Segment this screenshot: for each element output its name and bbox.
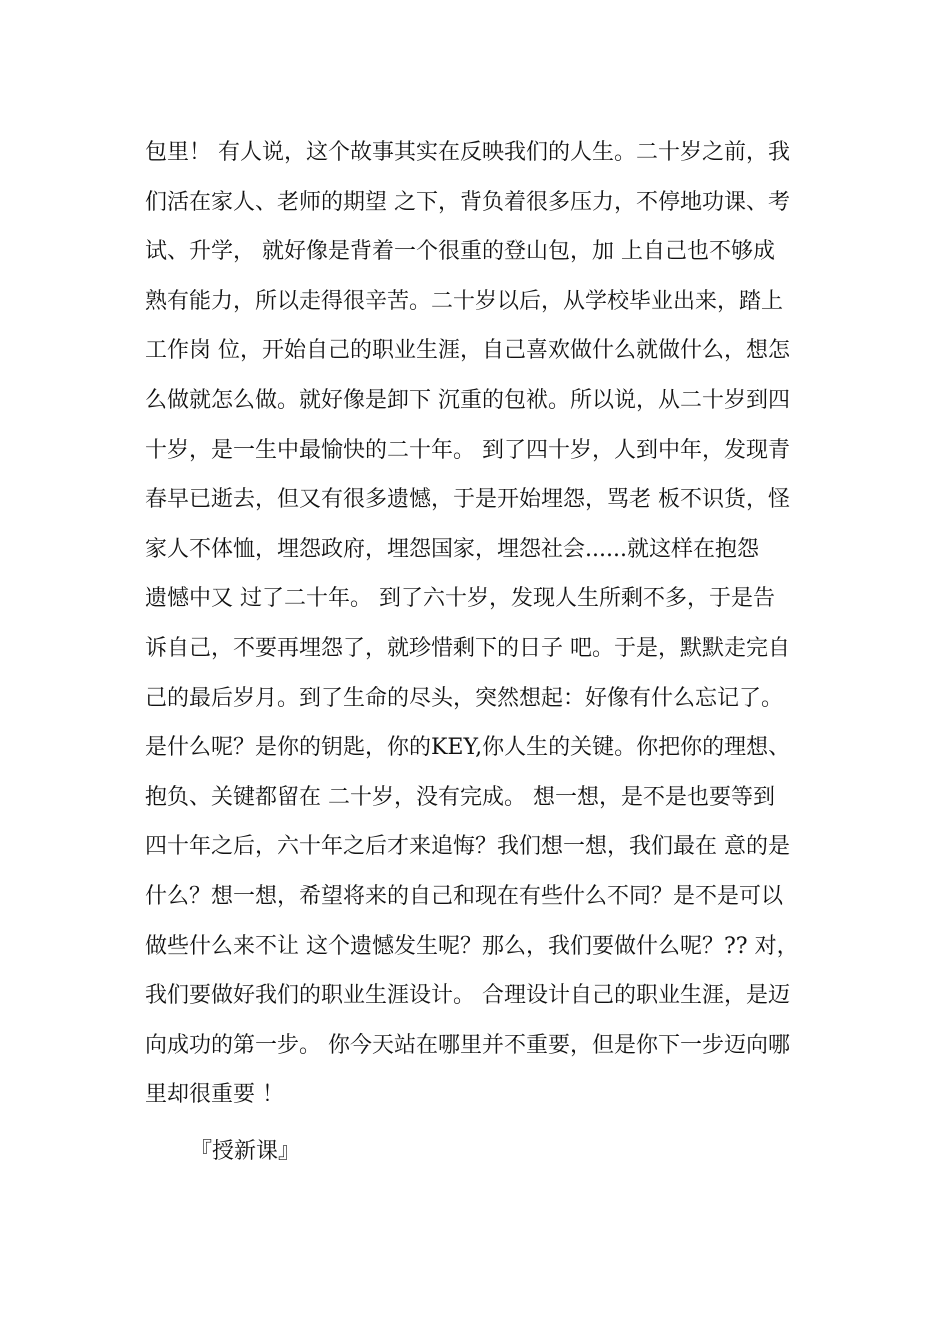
text-line: 什么？想一想，希望将来的自己和现在有些什么不同？是不是可以 xyxy=(145,883,784,909)
text-line: 试、升学， 就好像是背着一个很重的登山包，加 上自己也不够成 xyxy=(145,239,775,265)
text-line: 己的最后岁月。到了生命的尽头，突然想起：好像有什么忘记了。 xyxy=(145,685,784,711)
body-text xyxy=(145,133,835,1125)
text-line: 是什么呢？是你的钥匙，你的KEY,你人生的关键。你把你的理想、 xyxy=(145,735,791,761)
text-line: 向成功的第一步。 你今天站在哪里并不重要，但是你下一步迈向哪 xyxy=(145,1032,790,1058)
text-line: 家人不体恤，埋怨政府，埋怨国家，埋怨社会......就这样在抱怨 xyxy=(145,536,759,562)
text-line: 工作岗 位，开始自己的职业生涯，自己喜欢做什么就做什么，想怎 xyxy=(145,338,790,364)
text-line: 抱负、关键都留在 二十岁，没有完成。 想一想，是不是也要等到 xyxy=(145,784,775,810)
text-line: 四十年之后，六十年之后才来追悔？我们想一想，我们最在 意的是 xyxy=(145,834,790,860)
text-line: 们活在家人、老师的期望 之下，背负着很多压力，不停地功课、考 xyxy=(145,189,790,215)
text-line: 我们要做好我们的职业生涯设计。 合理设计自己的职业生涯，是迈 xyxy=(145,983,790,1009)
text-line: 遗憾中又 过了二十年。 到了六十岁，发现人生所剩不多，于是告 xyxy=(145,586,775,612)
text-line: 么做就怎么做。就好像是卸下 沉重的包袱。所以说，从二十岁到四 xyxy=(145,387,790,413)
text-line: 包里！ 有人说，这个故事其实在反映我们的人生。二十岁之前，我 xyxy=(145,140,790,165)
text-line: 熟有能力，所以走得很辛苦。二十岁以后，从学校毕业出来，踏上 xyxy=(145,288,784,314)
text-line: 做些什么来不让 这个遗憾发生呢？那么，我们要做什么呢？?? 对， xyxy=(145,933,799,959)
text-line: 诉自己，不要再埋怨了，就珍惜剩下的日子 吧。于是，默默走完自 xyxy=(145,635,790,661)
text-line: 里却很重要 ！ xyxy=(145,1082,284,1108)
text-line: 十岁，是一生中最愉快的二十年。 到了四十岁，人到中年，发现青 xyxy=(145,437,790,463)
text-line: 春早已逝去，但又有很多遗憾，于是开始埋怨，骂老 板不识货，怪 xyxy=(145,487,790,513)
section-heading: 『授新课』 xyxy=(190,1139,301,1164)
